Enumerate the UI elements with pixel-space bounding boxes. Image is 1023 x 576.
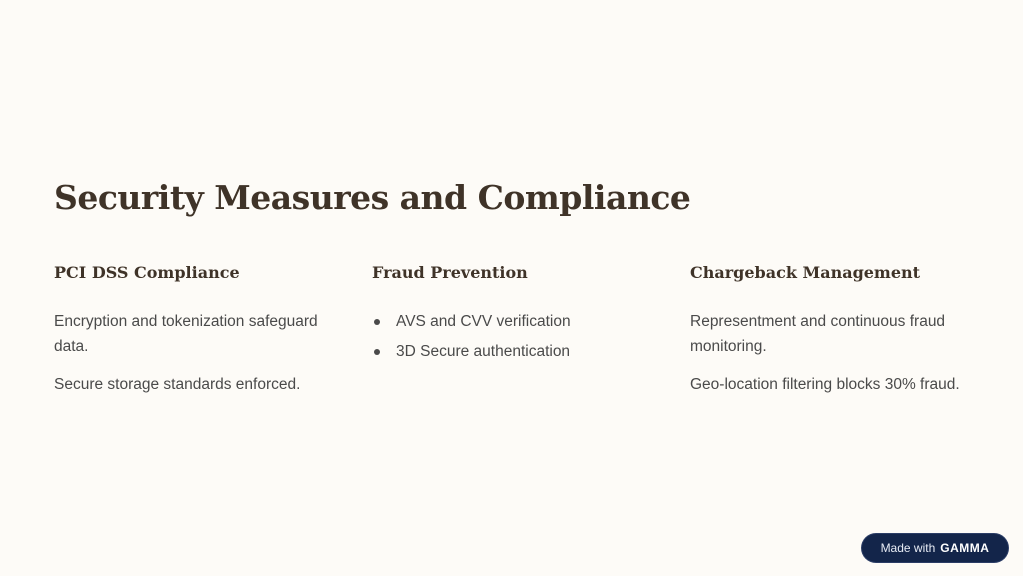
bullet-dot-icon <box>374 349 380 355</box>
bullet-text: AVS and CVV verification <box>396 313 571 330</box>
column-chargeback-management <box>690 262 990 397</box>
bullet-item <box>372 309 662 334</box>
column-paragraph: Representment and continuous fraud monitoring. <box>690 313 946 355</box>
badge-prefix: Made with <box>880 541 936 555</box>
bullet-dot-icon <box>374 319 380 325</box>
column-heading: Fraud Prevention <box>372 263 528 282</box>
column-heading: Chargeback Management <box>690 263 921 282</box>
column-fraud-prevention <box>372 262 662 364</box>
column-paragraph: Geo-location filtering blocks 30% fraud. <box>690 376 960 393</box>
bullet-list <box>372 309 662 364</box>
column-paragraph: Secure storage standards enforced. <box>54 376 301 393</box>
slide-title: Security Measures and Compliance <box>54 178 691 217</box>
column-heading: PCI DSS Compliance <box>54 263 240 282</box>
bullet-text: 3D Secure authentication <box>396 343 571 360</box>
gamma-logo-text: GAMMA <box>940 541 990 555</box>
bullet-item <box>372 339 662 364</box>
made-with-gamma-badge[interactable] <box>862 534 1008 562</box>
column-paragraph: Encryption and tokenization safeguard data. <box>54 313 318 355</box>
column-pci-dss-compliance <box>54 262 344 397</box>
